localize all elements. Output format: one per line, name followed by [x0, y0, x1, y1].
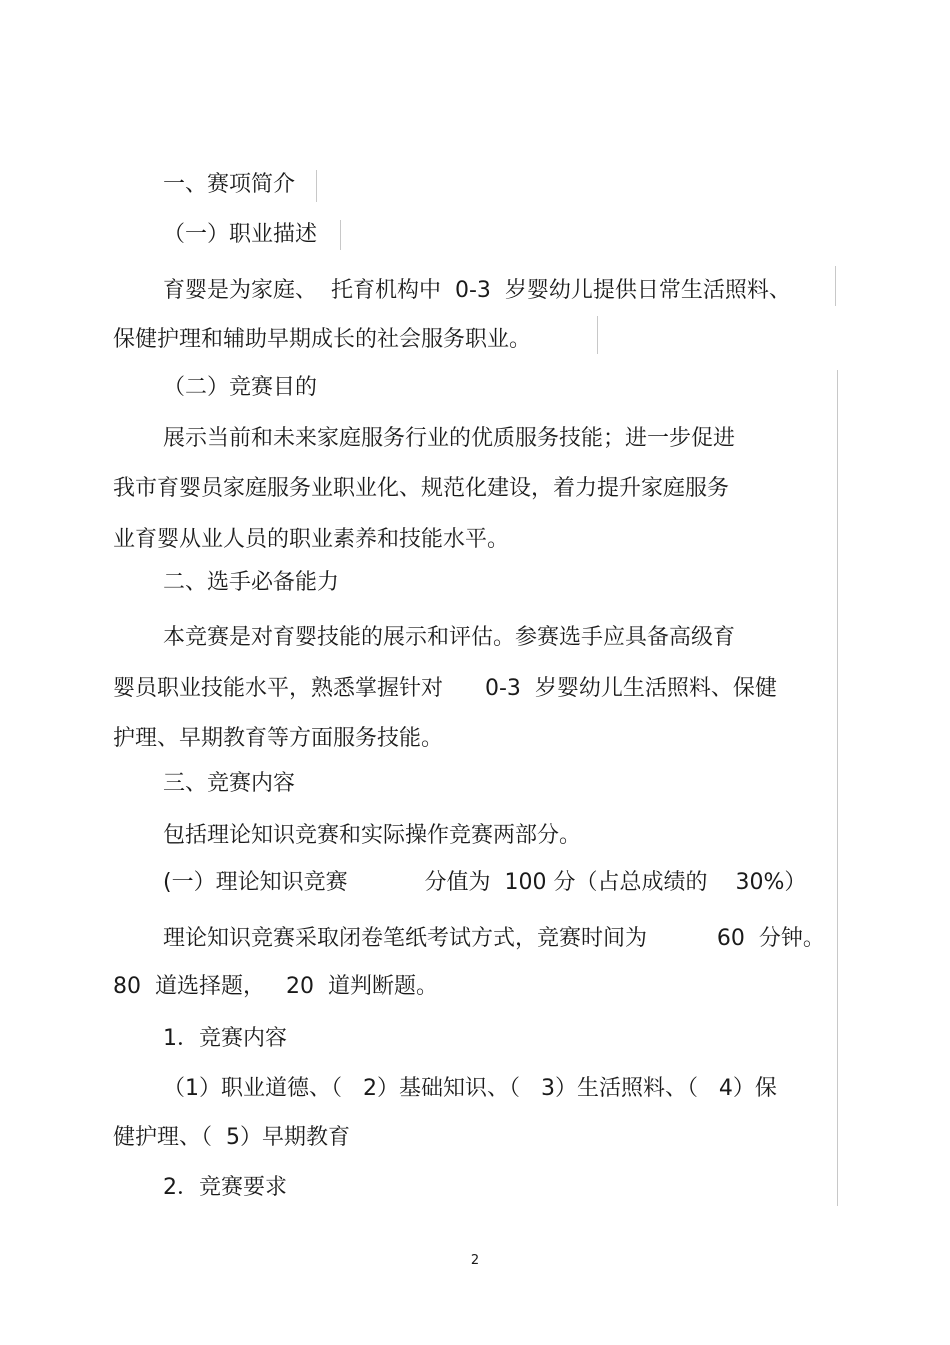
page-number: 2	[470, 1253, 480, 1268]
vertical-rule	[837, 370, 838, 1206]
vertical-rule	[597, 316, 598, 354]
paragraph-line: 展示当前和未来家庭服务行业的优质服务技能；进一步促进	[163, 426, 736, 451]
numbered-heading: 1．竞赛内容	[163, 1026, 287, 1051]
paragraph-line: 理论知识竞赛采取闭卷笔纸考试方式，竞赛时间为 60 分钟。	[163, 926, 825, 951]
vertical-rule	[340, 220, 341, 250]
subsection-heading: (一）理论知识竞赛 分值为 100 分（占总成绩的 30%）	[163, 870, 807, 895]
paragraph-line: 业育婴从业人员的职业素养和技能水平。	[113, 527, 510, 552]
section-heading: 二、选手必备能力	[163, 570, 340, 595]
paragraph-line: 育婴是为家庭、 托育机构中 0-3 岁婴幼儿提供日常生活照料、	[163, 278, 791, 303]
subsection-heading: （一）职业描述	[163, 222, 318, 247]
numbered-heading: 2．竞赛要求	[163, 1175, 287, 1200]
subsection-heading: （二）竞赛目的	[163, 375, 318, 400]
paragraph-line: 护理、早期教育等方面服务技能。	[113, 726, 444, 751]
paragraph-line: 包括理论知识竞赛和实际操作竞赛两部分。	[163, 823, 582, 848]
vertical-rule	[835, 266, 836, 306]
paragraph-line: 健护理、（ 5）早期教育	[113, 1125, 350, 1150]
paragraph-line: 本竞赛是对育婴技能的展示和评估。参赛选手应具备高级育	[163, 625, 736, 650]
vertical-rule	[316, 170, 317, 202]
paragraph-line: 80 道选择题， 20 道判断题。	[113, 974, 438, 999]
paragraph-line: 保健护理和辅助早期成长的社会服务职业。	[113, 327, 532, 352]
paragraph-line: （1）职业道德、（ 2）基础知识、（ 3）生活照料、（ 4）保	[163, 1076, 777, 1101]
section-heading: 一、赛项简介	[163, 172, 296, 197]
paragraph-line: 婴员职业技能水平，熟悉掌握针对 0-3 岁婴幼儿生活照料、保健	[113, 676, 777, 701]
section-heading: 三、竞赛内容	[163, 771, 296, 796]
paragraph-line: 我市育婴员家庭服务业职业化、规范化建设，着力提升家庭服务	[113, 476, 730, 501]
